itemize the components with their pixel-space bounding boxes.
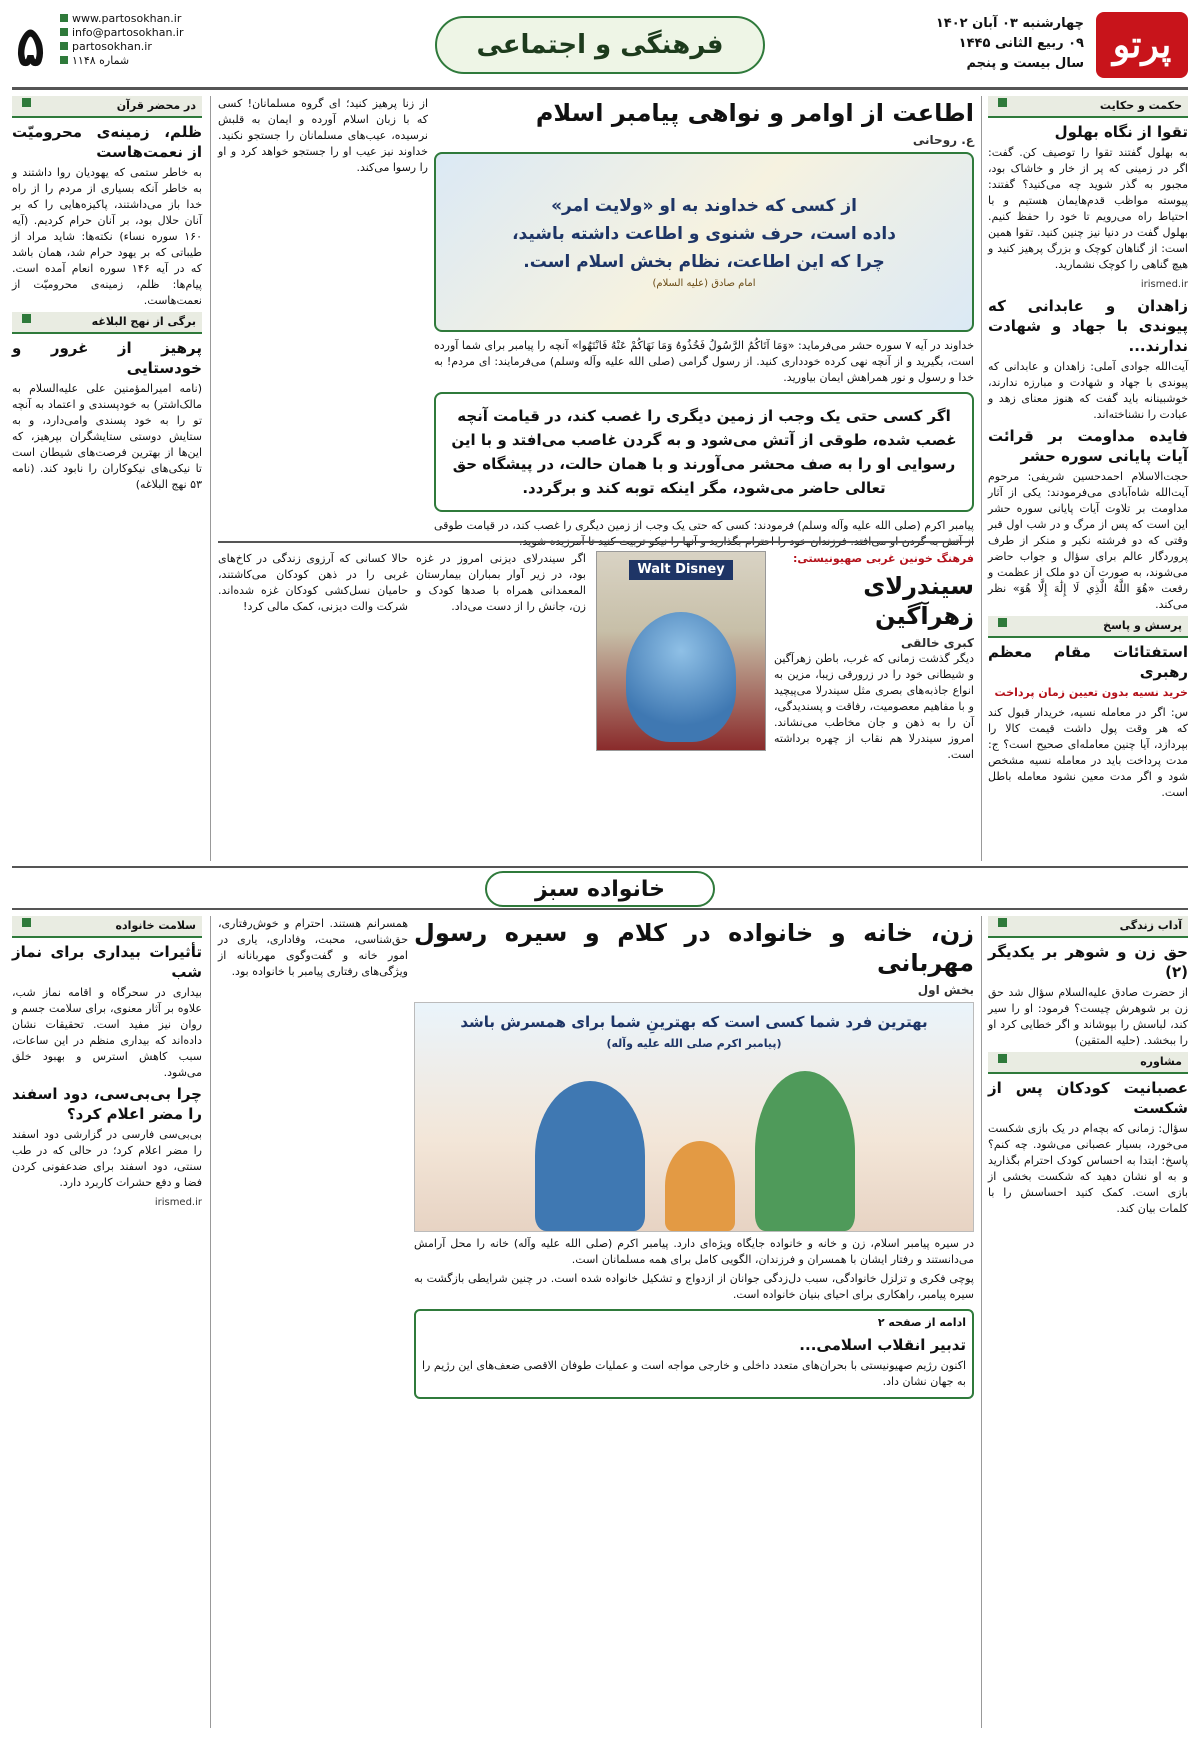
- article-title: فایده مداومت بر قرائت آیات پایانی سوره حشر: [988, 427, 1188, 465]
- mail-icon: [60, 28, 68, 36]
- article-kicker: فرهنگ خونین غربی صهیونیستی:: [793, 552, 974, 565]
- date-block: [936, 14, 1084, 74]
- family-column-right: [988, 916, 1188, 1728]
- dress-figure: [626, 612, 736, 742]
- illustration-caption: بهترین فرد شما کسی است که بهترینِ شما برای همسرش باشد (پیامبر اکرم صلی الله علیه وآله): [460, 1013, 928, 1050]
- cinderella-image: [596, 551, 766, 751]
- article-body: دیگر گذشت زمانی که غرب، باطن زهرآگین و شیطانی خود را در زرورقی زیبا، مزین به انواع جاذبه‌های بصری مثل سیندرلا می‌پیچید و با مفاهیم معصومیت، رفاقت و پسندیدگی، آن را به ذهن و جان مخاطب می‌نشاند. امروز سیندرلا هم نقاب از چهره برداشته است.: [774, 652, 974, 761]
- family-section-title: خانواده سبز: [485, 871, 715, 907]
- article-title: حق زن و شوهر بر یکدیگر (۲): [988, 943, 1188, 981]
- article-author: ع. روحانی: [912, 133, 974, 147]
- article-subtitle: خرید نسیه بدون تعیین زمان پرداخت: [994, 686, 1188, 699]
- section-bar: آداب زندگی: [988, 916, 1188, 938]
- continued-label: ادامه از صفحه ۲: [877, 1316, 966, 1329]
- cinderella-text: [774, 551, 974, 766]
- article-title: ظلم، زمینه‌ی محرومیّت از نعمت‌هاست: [12, 123, 202, 161]
- column-right: [988, 96, 1188, 861]
- article-body: بی‌بی‌سی فارسی در گزارشی دود اسفند را مضر اعلام کرد؛ در حالی که در طب سنتی، دود اسفند برای ضدعفونی کردن فضا و دفع حشرات کاربرد دارد.: [12, 1128, 202, 1189]
- article-title: عصبانیت کودکان پس از شکست: [988, 1079, 1188, 1117]
- article-body: اگر سیندرلای دیزنی امروز در غزه بود، در زیر آوار بمباران بیمارستان المعمدانی همراه با صدها کودک و زن، جانش را از دست می‌داد.: [416, 552, 586, 613]
- section-bar: مشاوره: [988, 1052, 1188, 1074]
- leaf-icon: [998, 618, 1007, 627]
- leaf-icon: [998, 1054, 1007, 1063]
- heart-icon: [22, 918, 31, 927]
- column-divider: [981, 916, 982, 1728]
- article-body: پیامبر اکرم (صلی الله علیه وآله وسلم) فرمودند: کسی که حتی یک وجب از زمین دیگری را غصب کند، در قیامت طوقی از آتش به گردن او می‌افتد. فرزندان خود را احترام بگذارید و آنها را نیکو تربیت کنید تا آمرزیده شوید.: [434, 519, 974, 548]
- article-body: س: اگر در معامله نسیه، خریدار قبول کند که هر وقت پول داشت قیمت کالا را بپردازد، آیا چنین معامله‌ای صحیح است؟ ج: مدت پرداخت باید در معامله نسیه مشخص شود و اگر مدت معین نشود معامله باطل است.: [988, 706, 1188, 799]
- poster-line: داده است، حرف شنوی و اطاعت داشته باشید،: [512, 224, 896, 244]
- date-hijri: ۰۹ ربیع الثانی ۱۴۴۵: [958, 36, 1084, 51]
- column-divider: [981, 96, 982, 861]
- hadith-poster: [434, 152, 974, 332]
- family-illustration: [414, 1002, 974, 1232]
- article-headline: اطاعت از اوامر و نواهی پیامبر اسلام: [535, 99, 974, 127]
- article-body: حالا کسانی که آرزوی زندگی در کاخ‌های غربی را در ذهن کودکان می‌کاشتند، حامیان نسل‌کشی کودکان غزه شده‌اند. شرکت والت دیزنی، کمک مالی کرد!: [218, 552, 408, 613]
- site-link[interactable]: www.partosokhan.ir: [72, 12, 182, 25]
- article-body: اکنون رژیم صهیونیستی با بحران‌های متعدد داخلی و خارجی مواجه است و عملیات طوفان الاقصی ضعف‌های این رژیم را به جهان نشان داد.: [422, 1359, 966, 1388]
- father-figure: [535, 1081, 645, 1231]
- section-title: فرهنگی و اجتماعی: [435, 16, 765, 74]
- article-title: زاهدان و عابدانی که پیوندی با جهاد و شهادت ندارند...: [988, 297, 1188, 355]
- article-body: همسرانم هستند. احترام و خوش‌رفتاری، حق‌شناسی، محبت، وفاداری، یاری در امور خانه و گفت‌وگوی مهربانانه از ویژگی‌های رفتاری پیامبر با خانواده بود.: [218, 917, 408, 978]
- family-column-continued: [218, 916, 408, 1728]
- issue-icon: [60, 56, 68, 64]
- year-label: سال بیست و پنجم: [966, 56, 1084, 71]
- poster-line: چرا که این اطاعت، نظام بخش اسلام است.: [523, 252, 885, 272]
- article-body: پوچی فکری و تزلزل خانوادگی، سبب دل‌زدگی جوانان از ازدواج و تشکیل خانواده شده است. در چنین شرایطی بازگشت به سیره پیامبر، راهکاری برای احیای بنیان خانواده است.: [414, 1272, 974, 1301]
- leaf-icon: [998, 918, 1007, 927]
- column-main-continued: [218, 96, 428, 531]
- article-body: به خاطر ستمی که یهودیان روا داشتند و به خاطر آنکه بسیاری از مردم را از راه خدا باز می‌داشتند، پاکیزه‌هایی را که بر آنان حلال بود، بر آنان حرام کردیم. (آیه ۱۶۰ سوره نساء) نکته‌ها: شاید مراد از طیباتی که بر یهود حرام شد، همان باشد که در آیه ۱۴۶ سوره انعام آمده است. پیام‌ها: ظلم، زمینه‌ی محرومیّت از نعمت‌هاست.: [12, 166, 202, 307]
- family-column-main: [414, 916, 974, 1728]
- column-divider: [210, 916, 211, 1728]
- continued-box: [414, 1309, 974, 1399]
- mother-figure: [755, 1071, 855, 1231]
- bottom-section: [12, 916, 1188, 1728]
- article-headline: سیندرلای زهرآگین: [863, 572, 974, 630]
- article-body: به بهلول گفتند تقوا را توصیف کن. گفت: اگر در زمینی که پر از خار و خاشاک بود، مجبور به گذر شوید چه می‌کنید؟ گفتند: پیوسته مواظب قدم‌هایمان هستیم و با احتیاط راه می‌رویم تا خود را حفظ کنیم. بهلول گفت در دنیا نیز چنین کنید. تقوا همین است: از گناهان کوچک و بزرگ پرهیز کنید و هیچ گناهی را کوچک نشمارید.: [988, 146, 1188, 271]
- section-bar: پرسش و پاسخ: [988, 616, 1188, 638]
- article-title: تأثیرات بیداری برای نماز شب: [12, 943, 202, 981]
- section-bar: حکمت و حکایت: [988, 96, 1188, 118]
- article-title: چرا بی‌بی‌سی، دود اسفند را مضر اعلام کرد؟: [12, 1085, 202, 1123]
- source-link[interactable]: irismed.ir: [1140, 279, 1188, 290]
- page-number: ۵: [16, 14, 46, 78]
- article-body: بیداری در سحرگاه و اقامه نماز شب، علاوه بر آثار معنوی، برای سلامت جسم و روان نیز مفید است. تحقیقات نشان داده‌اند که بیداری منظم در این ساعات، سبب کاهش استرس و بهبود خلق می‌شود.: [12, 986, 202, 1079]
- child-figure: [665, 1141, 735, 1231]
- social-link[interactable]: partosokhan.ir: [72, 40, 152, 53]
- family-column-left: [12, 916, 202, 1728]
- pull-quote: اگر کسی حتی یک وجب از زمین دیگری را غصب کند، در قیامت آنچه غصب شده، طوقی از آتش می‌شود و به گردن غاصب می‌افتد و با این رسوایی او را به صف محشر می‌آورند و با همان حالت، در پیشگاه حق تعالی حاضر می‌شود، مگر اینکه توبه کند و برگردد.: [434, 392, 974, 512]
- article-headline: زن، خانه و خانواده در کلام و سیره رسول مهربانی: [414, 919, 974, 977]
- article-body: از زنا پرهیز کنید؛ ای گروه مسلمانان! کسی که با زبان اسلام آورده و ایمان به قلبش نرسیده، عیب‌های مسلمانان را جستجو نکنید. خداوند نیز عیب او را جستجو خواهد کرد و او را رسوا می‌کند.: [218, 97, 428, 174]
- article-body: آیت‌الله جوادی آملی: زاهدان و عابدانی که پیوندی با جهاد و شهادت و مبارزه ندارند، خوشبینانه باید گفت که هنوز معنای زهد و عبادت را نشناخته‌اند.: [988, 360, 1188, 421]
- article-title: پرهیز از غرور و خودستایی: [12, 339, 202, 377]
- poster-source: امام صادق (علیه السلام): [652, 278, 756, 289]
- section-bar: سلامت خانواده: [12, 916, 202, 938]
- book-icon: [22, 314, 31, 323]
- contact-block: [60, 12, 184, 68]
- article-body: از حضرت صادق علیه‌السلام سؤال شد حق زن بر شوهرش چیست؟ فرمود: او را سیر کند، لباسش را بپوشاند و اگر خطایی کرد او را ببخشد. (حلیه المتقین): [988, 986, 1188, 1047]
- article-body: سؤال: زمانی که بچه‌ام در یک بازی شکست می‌خورد، بسیار عصبانی می‌شود. چه کنم؟ پاسخ: ابتدا به احساس کودک احترام بگذارید و به او نشان دهید که شکست بخشی از بازی است. کمک کنید احساسش را با کلمات بیان کند.: [988, 1122, 1188, 1215]
- section-bar: در محضر قرآن: [12, 96, 202, 118]
- article-author: کبری خالقی: [901, 636, 974, 650]
- globe-icon: [60, 14, 68, 22]
- top-section: [12, 96, 1188, 861]
- column-divider: [210, 96, 211, 861]
- section-bar: برگی از نهج البلاغه: [12, 312, 202, 334]
- column-left: [12, 96, 202, 861]
- cinderella-article: [218, 541, 974, 861]
- article-body: حجت‌الاسلام احمدحسین شریفی: مرحوم آیت‌الله شاه‌آبادی می‌فرمودند: یکی از آثار مداومت بر تلاوت آیات پایانی سوره حشر این است که پس از مرگ و در شب اول قبر وقتی که دو فرشته نکیر و منکر از طرف پروردگار عالم برای سؤال و جواب حاضر می‌شوند، به صورت آن دو ملک از عظمت و رفعت «هُوَ اللَّهُ الَّذِي لَا إِلَٰهَ إِلَّا هُوَ» نظر می‌کند.: [988, 470, 1188, 611]
- social-icon: [60, 42, 68, 50]
- article-title: استفتائات مقام معظم رهبری: [988, 643, 1188, 681]
- leaf-icon: [998, 98, 1007, 107]
- article-part: بخش اول: [917, 983, 974, 997]
- email-link[interactable]: info@partosokhan.ir: [72, 26, 184, 39]
- cinderella-text-3: [218, 551, 408, 618]
- book-icon: [22, 98, 31, 107]
- column-main: [434, 96, 974, 548]
- poster-line: از کسی که خداوند به او «ولایت امر»: [551, 196, 857, 216]
- logo: پرتو: [1096, 12, 1188, 78]
- date-persian: چهارشنبه ۰۳ آبان ۱۴۰۲: [935, 16, 1084, 31]
- article-body: (نامه امیرالمؤمنین علی علیه‌السلام به مالک‌اشتر) به خودپسندی و اعتماد به آنچه تو را به خود پسندی وامی‌دارد، و به ستایش دوستی ستایشگران بپرهیز، که این‌ها از بهترین فرصت‌های شیطان است تا نیکی‌های نیکوکاران را نابود کند. (نامه ۵۳ نهج البلاغه): [12, 382, 202, 491]
- article-title: تقوا از نگاه بهلول: [1054, 123, 1188, 141]
- issue-number: شماره ۱۱۴۸: [72, 54, 130, 67]
- article-title: تدبیر انقلاب اسلامی...: [799, 1336, 966, 1354]
- article-body: خداوند در آیه ۷ سوره حشر می‌فرماید: «وَمَا آتَاكُمُ الرَّسُولُ فَخُذُوهُ وَمَا نَهَاكُمْ عَنْهُ فَانْتَهُوا» آنچه را پیامبر برای شما آورده است، بگیرید و از آنچه نهی کرده خودداری کنید. از رسول گرامی (صلی الله علیه وآله وسلم) می‌فرمایند: ای مردم! به خدا و رسول و نور همراهش ایمان بیاورید.: [434, 339, 974, 384]
- cinderella-text-2: [416, 551, 586, 618]
- masthead: [12, 10, 1188, 90]
- family-banner: [12, 866, 1188, 910]
- brand-label: Walt Disney: [629, 560, 732, 580]
- source-link[interactable]: irismed.ir: [154, 1197, 202, 1208]
- article-body: در سیره پیامبر اسلام، زن و خانه و خانواده جایگاه ویژه‌ای دارد. پیامبر اکرم (صلی الله علیه وآله) خانه را محل آرامش می‌دانستند و رفتار ایشان با همسران و فرزندان، الگویی کامل برای همه مسلمانان است.: [414, 1237, 974, 1266]
